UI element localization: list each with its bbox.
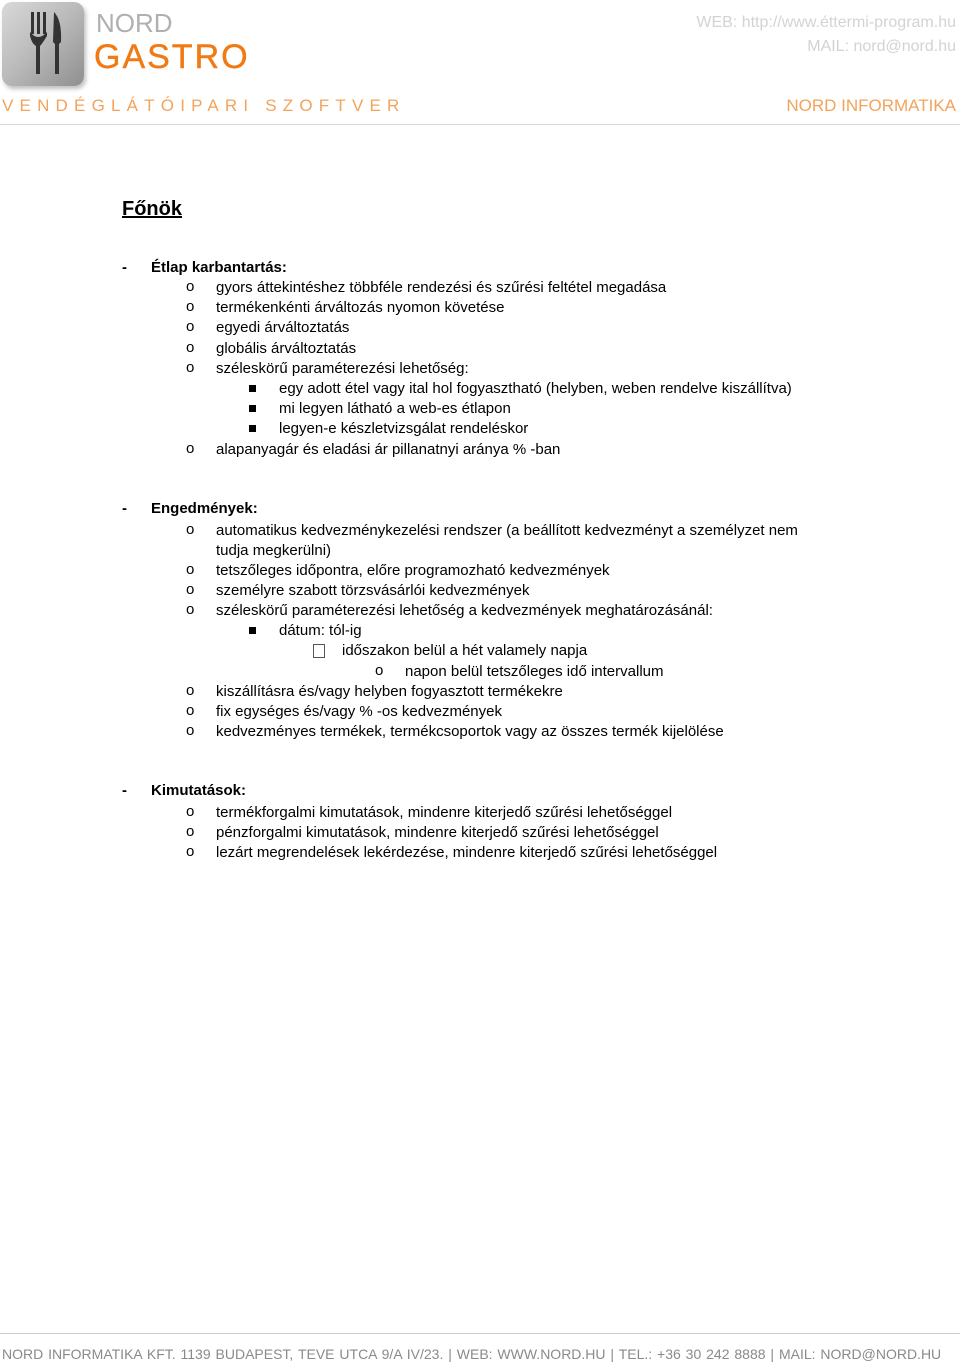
- list-item: termékenkénti árváltozás nyomon követése: [216, 299, 505, 316]
- bullet: o: [186, 298, 195, 315]
- brand-name-top: NORD: [96, 8, 173, 38]
- square-bullet-icon: [249, 385, 256, 392]
- section-title-engedmenyek: Engedmények:: [151, 500, 258, 517]
- bullet: o: [186, 521, 195, 538]
- list-item: széleskörű paraméterezési lehetőség a kedvezmények meghatározásánál:: [216, 602, 713, 619]
- header-mail[interactable]: MAIL: nord@nord.hu: [807, 38, 956, 55]
- bullet: o: [186, 581, 195, 598]
- list-item: automatikus kedvezménykezelési rendszer (a beállított kedvezményt a személyzet nem: [216, 522, 798, 539]
- section-dash: -: [122, 782, 127, 799]
- square-bullet-icon: [249, 405, 256, 412]
- bullet: o: [186, 702, 195, 719]
- section-dash: -: [122, 259, 127, 276]
- sub-list-item: legyen-e készletvizsgálat rendeléskor: [279, 420, 529, 437]
- logo: [2, 2, 84, 86]
- bullet: o: [186, 682, 195, 699]
- bullet: o: [186, 318, 195, 335]
- bullet: o: [186, 359, 195, 376]
- header-divider: [0, 124, 960, 125]
- list-item: fix egységes és/vagy % -os kedvezmények: [216, 703, 502, 720]
- bullet: o: [375, 662, 384, 679]
- list-item: egyedi árváltoztatás: [216, 319, 350, 336]
- sub-list-item: dátum: tól-ig: [279, 622, 362, 639]
- list-item: kiszállításra és/vagy helyben fogyasztott termékekre: [216, 683, 563, 700]
- bullet: o: [186, 561, 195, 578]
- list-item: gyors áttekintéshez többféle rendezési és szűrési feltétel megadása: [216, 279, 667, 296]
- section-dash: -: [122, 500, 127, 517]
- company-name: NORD INFORMATIKA: [786, 96, 956, 115]
- footer-text: NORD INFORMATIKA KFT. 1139 BUDAPEST, TEVE UTCA 9/A IV/23. | WEB: WWW.NORD.HU | TEL.: +36 30 242 8888 | MAIL: NORD@NORD.HU: [2, 1346, 942, 1362]
- footer-divider: [0, 1333, 960, 1334]
- list-item: tetszőleges időpontra, előre programozható kedvezmények: [216, 562, 610, 579]
- sub-list-item: mi legyen látható a web-es étlapon: [279, 400, 511, 417]
- list-item-continuation: tudja megkerülni): [216, 542, 332, 559]
- list-item: személyre szabott törzsvásárlói kedvezmények: [216, 582, 530, 599]
- list-item: termékforgalmi kimutatások, mindenre kiterjedő szűrési lehetőséggel: [216, 804, 673, 821]
- bullet: o: [186, 339, 195, 356]
- list-item: széleskörű paraméterezési lehetőség:: [216, 360, 469, 377]
- header-web[interactable]: WEB: http://www.éttermi-program.hu: [696, 14, 956, 31]
- list-item: globális árváltoztatás: [216, 340, 357, 357]
- sub-list-item: egy adott étel vagy ital hol fogyasztható (helyben, weben rendelve kiszállítva): [279, 380, 792, 397]
- sub-sub-list-item: időszakon belül a hét valamely napja: [342, 642, 588, 659]
- list-item: lezárt megrendelések lekérdezése, mindenre kiterjedő szűrési lehetőséggel: [216, 844, 718, 861]
- list-item: pénzforgalmi kimutatások, mindenre kiterjedő szűrési lehetőséggel: [216, 824, 659, 841]
- missing-glyph-icon: [313, 644, 325, 658]
- bullet: o: [186, 803, 195, 820]
- section-title-etlap: Étlap karbantartás:: [151, 259, 287, 276]
- tagline: VENDÉGLÁTÓIPARI SZOFTVER: [2, 96, 406, 115]
- square-bullet-icon: [249, 627, 256, 634]
- bullet: o: [186, 601, 195, 618]
- page-title: Főnök: [122, 198, 182, 220]
- list-item: alapanyagár és eladási ár pillanatnyi aránya % -ban: [216, 441, 561, 458]
- bullet: o: [186, 843, 195, 860]
- bullet: o: [186, 440, 195, 457]
- section-title-kimutatasok: Kimutatások:: [151, 782, 247, 799]
- bullet: o: [186, 823, 195, 840]
- bullet: o: [186, 278, 195, 295]
- square-bullet-icon: [249, 425, 256, 432]
- list-item: kedvezményes termékek, termékcsoportok vagy az összes termék kijelölése: [216, 723, 724, 740]
- bullet: o: [186, 722, 195, 739]
- brand-name-bottom: GASTRO: [94, 38, 250, 76]
- fork-knife-icon: [2, 2, 84, 86]
- deep-list-item: napon belül tetszőleges idő intervallum: [405, 663, 664, 680]
